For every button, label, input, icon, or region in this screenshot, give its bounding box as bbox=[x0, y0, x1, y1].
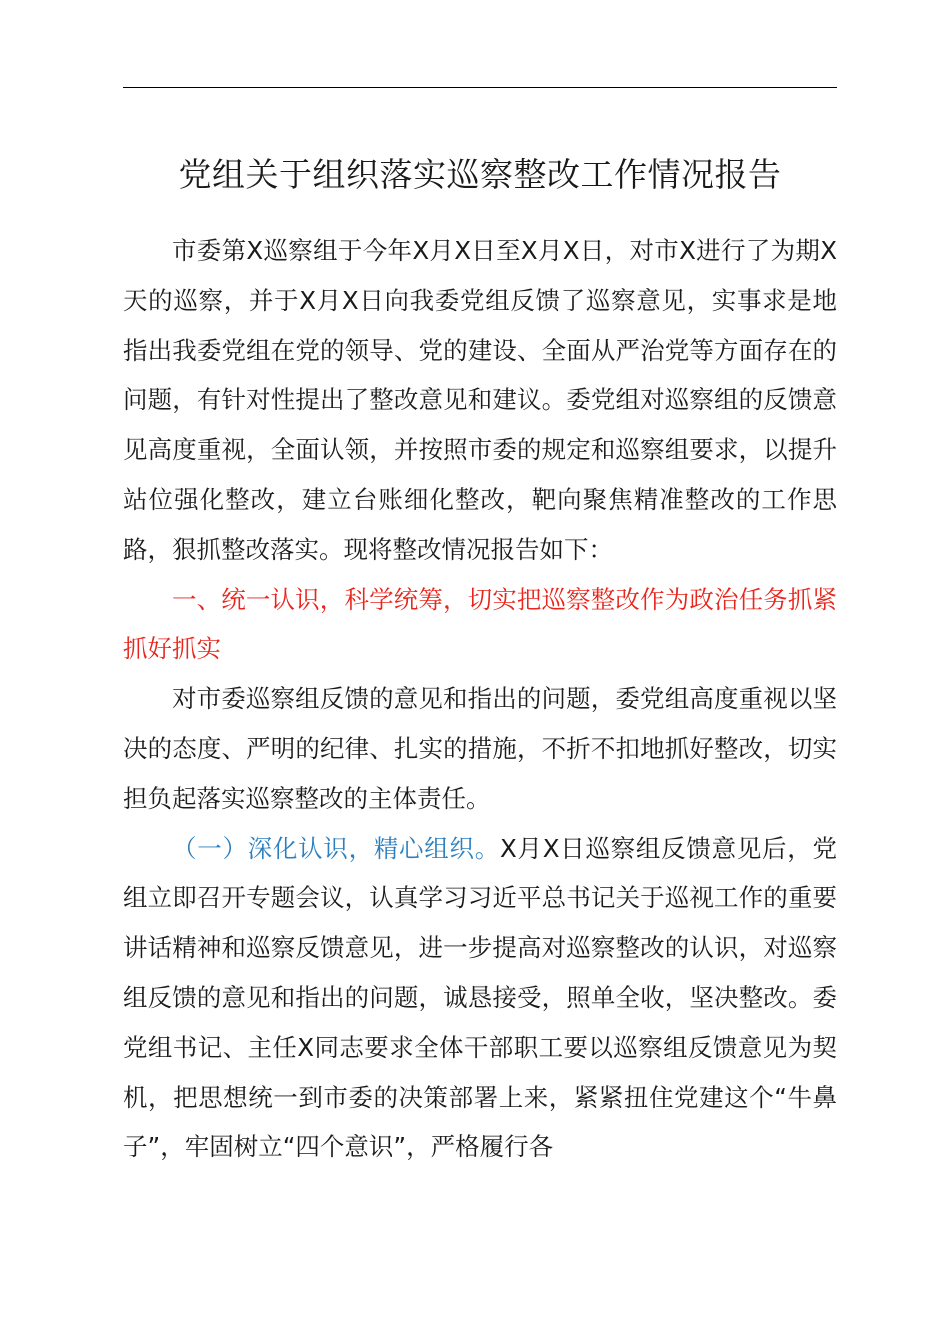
subsection-1-text: X月X日巡察组反馈意见后，党组立即召开专题会议，认真学习习近平总书记关于巡视工作的重要讲话精神和巡察反馈意见，进一步提高对巡察整改的认识，对巡察组反馈的意见和指出的问题，诚恳接受，照单全收，坚决整改。委党组书记、主任X同志要求全体干部职工要以巡察组反馈意见为契机，把思想统一到市委的决策部署上来，紧紧扭住党建这个“牛鼻子”，牢固树立“四个意识”，严格履行各 bbox=[123, 833, 837, 1162]
section-1-paragraph: 对市委巡察组反馈的意见和指出的问题，委党组高度重视以坚决的态度、严明的纪律、扎实的措施，不折不扣地抓好整改，切实担负起落实巡察整改的主体责任。 bbox=[123, 684, 837, 813]
header-rule bbox=[123, 87, 837, 88]
document-body bbox=[123, 226, 837, 1172]
subsection-1-heading: （一）深化认识，精心组织。 bbox=[172, 833, 500, 863]
intro-paragraph: 市委第X巡察组于今年X月X日至X月X日，对市X进行了为期X天的巡察，并于X月X日向我委党组反馈了巡察意见，实事求是地指出我委党组在党的领导、党的建设、全面从严治党等方面存在的问题，有针对性提出了整改意见和建议。委党组对巡察组的反馈意见高度重视，全面认领，并按照市委的规定和巡察组要求，以提升站位强化整改，建立台账细化整改，靶向聚焦精准整改的工作思路，狠抓整改落实。现将整改情况报告如下： bbox=[123, 236, 837, 564]
section-1-heading: 一、统一认识，科学统筹，切实把巡察整改作为政治任务抓紧抓好抓实 bbox=[123, 584, 837, 664]
document-title: 党组关于组织落实巡察整改工作情况报告 bbox=[178, 155, 782, 194]
subsection-1-paragraph bbox=[123, 824, 837, 1173]
